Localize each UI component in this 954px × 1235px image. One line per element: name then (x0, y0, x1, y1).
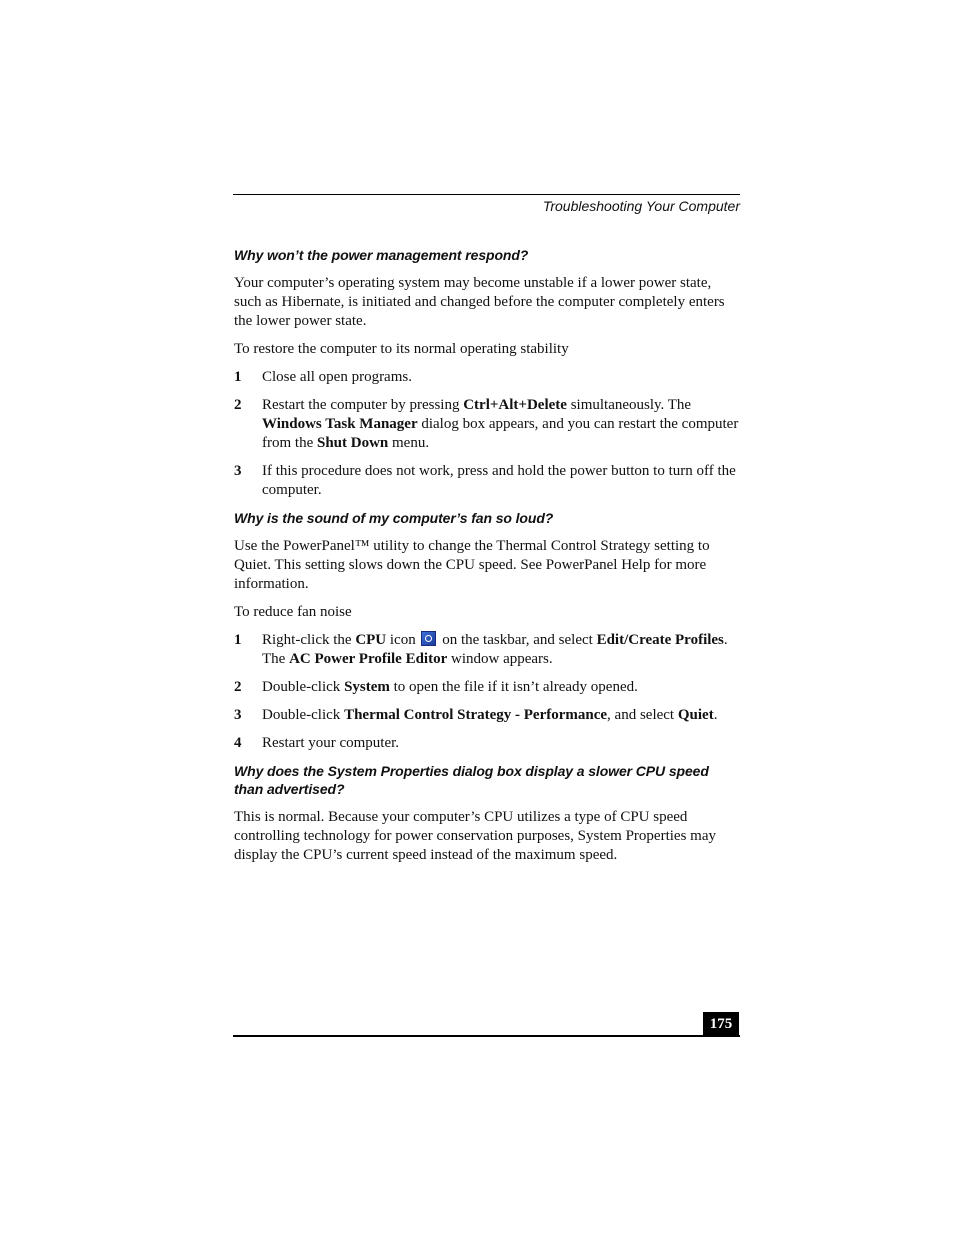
step-list (234, 631, 740, 753)
procedure-intro: To restore the computer to its normal operating stability (234, 341, 569, 357)
list-item (234, 678, 740, 697)
step-text: If this procedure does not work, press and hold the power button to turn off the computer. (262, 463, 736, 498)
section-heading-power-management: Why won’t the power management respond? (234, 247, 529, 263)
list-item (234, 396, 740, 453)
header-rule (233, 194, 740, 195)
page-number: 175 (703, 1012, 739, 1037)
footer-rule (233, 1035, 740, 1037)
step-text: Right-click the CPU icon on the taskbar, and select Edit/Create Profiles. The AC Power Profile Editor window appears. (262, 632, 728, 667)
list-item (234, 462, 740, 500)
section-heading-cpu-speed: Why does the System Properties dialog box display a slower CPU speed than advertised? (234, 763, 709, 797)
list-item (234, 706, 740, 725)
paragraph: Your computer’s operating system may become unstable if a lower power state, such as Hibernate, is initiated and changed before the computer completely enters the lower power state. (234, 275, 725, 329)
step-text: Restart your computer. (262, 735, 400, 751)
paragraph: This is normal. Because your computer’s CPU utilizes a type of CPU speed controlling technology for power conservation purposes, System Properties may display the CPU’s current speed instead of the maximum speed. (234, 809, 716, 863)
list-item (234, 368, 740, 387)
step-list (234, 368, 740, 500)
step-number: 3 (234, 463, 242, 479)
step-text: Double-click Thermal Control Strategy - Performance, and select Quiet. (262, 707, 718, 723)
section-heading-fan-noise: Why is the sound of my computer’s fan so loud? (234, 510, 554, 526)
paragraph: Use the PowerPanel™ utility to change the Thermal Control Strategy setting to Quiet. This setting slows down the CPU speed. See PowerPanel Help for more information. (234, 538, 710, 592)
step-text: Close all open programs. (262, 369, 412, 385)
procedure-intro: To reduce fan noise (234, 604, 352, 620)
step-number: 2 (234, 679, 242, 695)
page-content (234, 246, 740, 874)
running-head: Troubleshooting Your Computer (542, 198, 740, 214)
step-text: Restart the computer by pressing Ctrl+Alt+Delete simultaneously. The Windows Task Manager dialog box appears, and you can restart the computer from the Shut Down menu. (262, 397, 739, 451)
step-number: 1 (234, 632, 242, 648)
step-number: 3 (234, 707, 242, 723)
list-item (234, 631, 740, 669)
step-number: 4 (234, 735, 242, 751)
cpu-icon (421, 631, 436, 646)
step-text: Double-click System to open the file if it isn’t already opened. (262, 679, 638, 695)
step-number: 2 (234, 397, 242, 413)
step-number: 1 (234, 369, 242, 385)
list-item (234, 734, 740, 753)
